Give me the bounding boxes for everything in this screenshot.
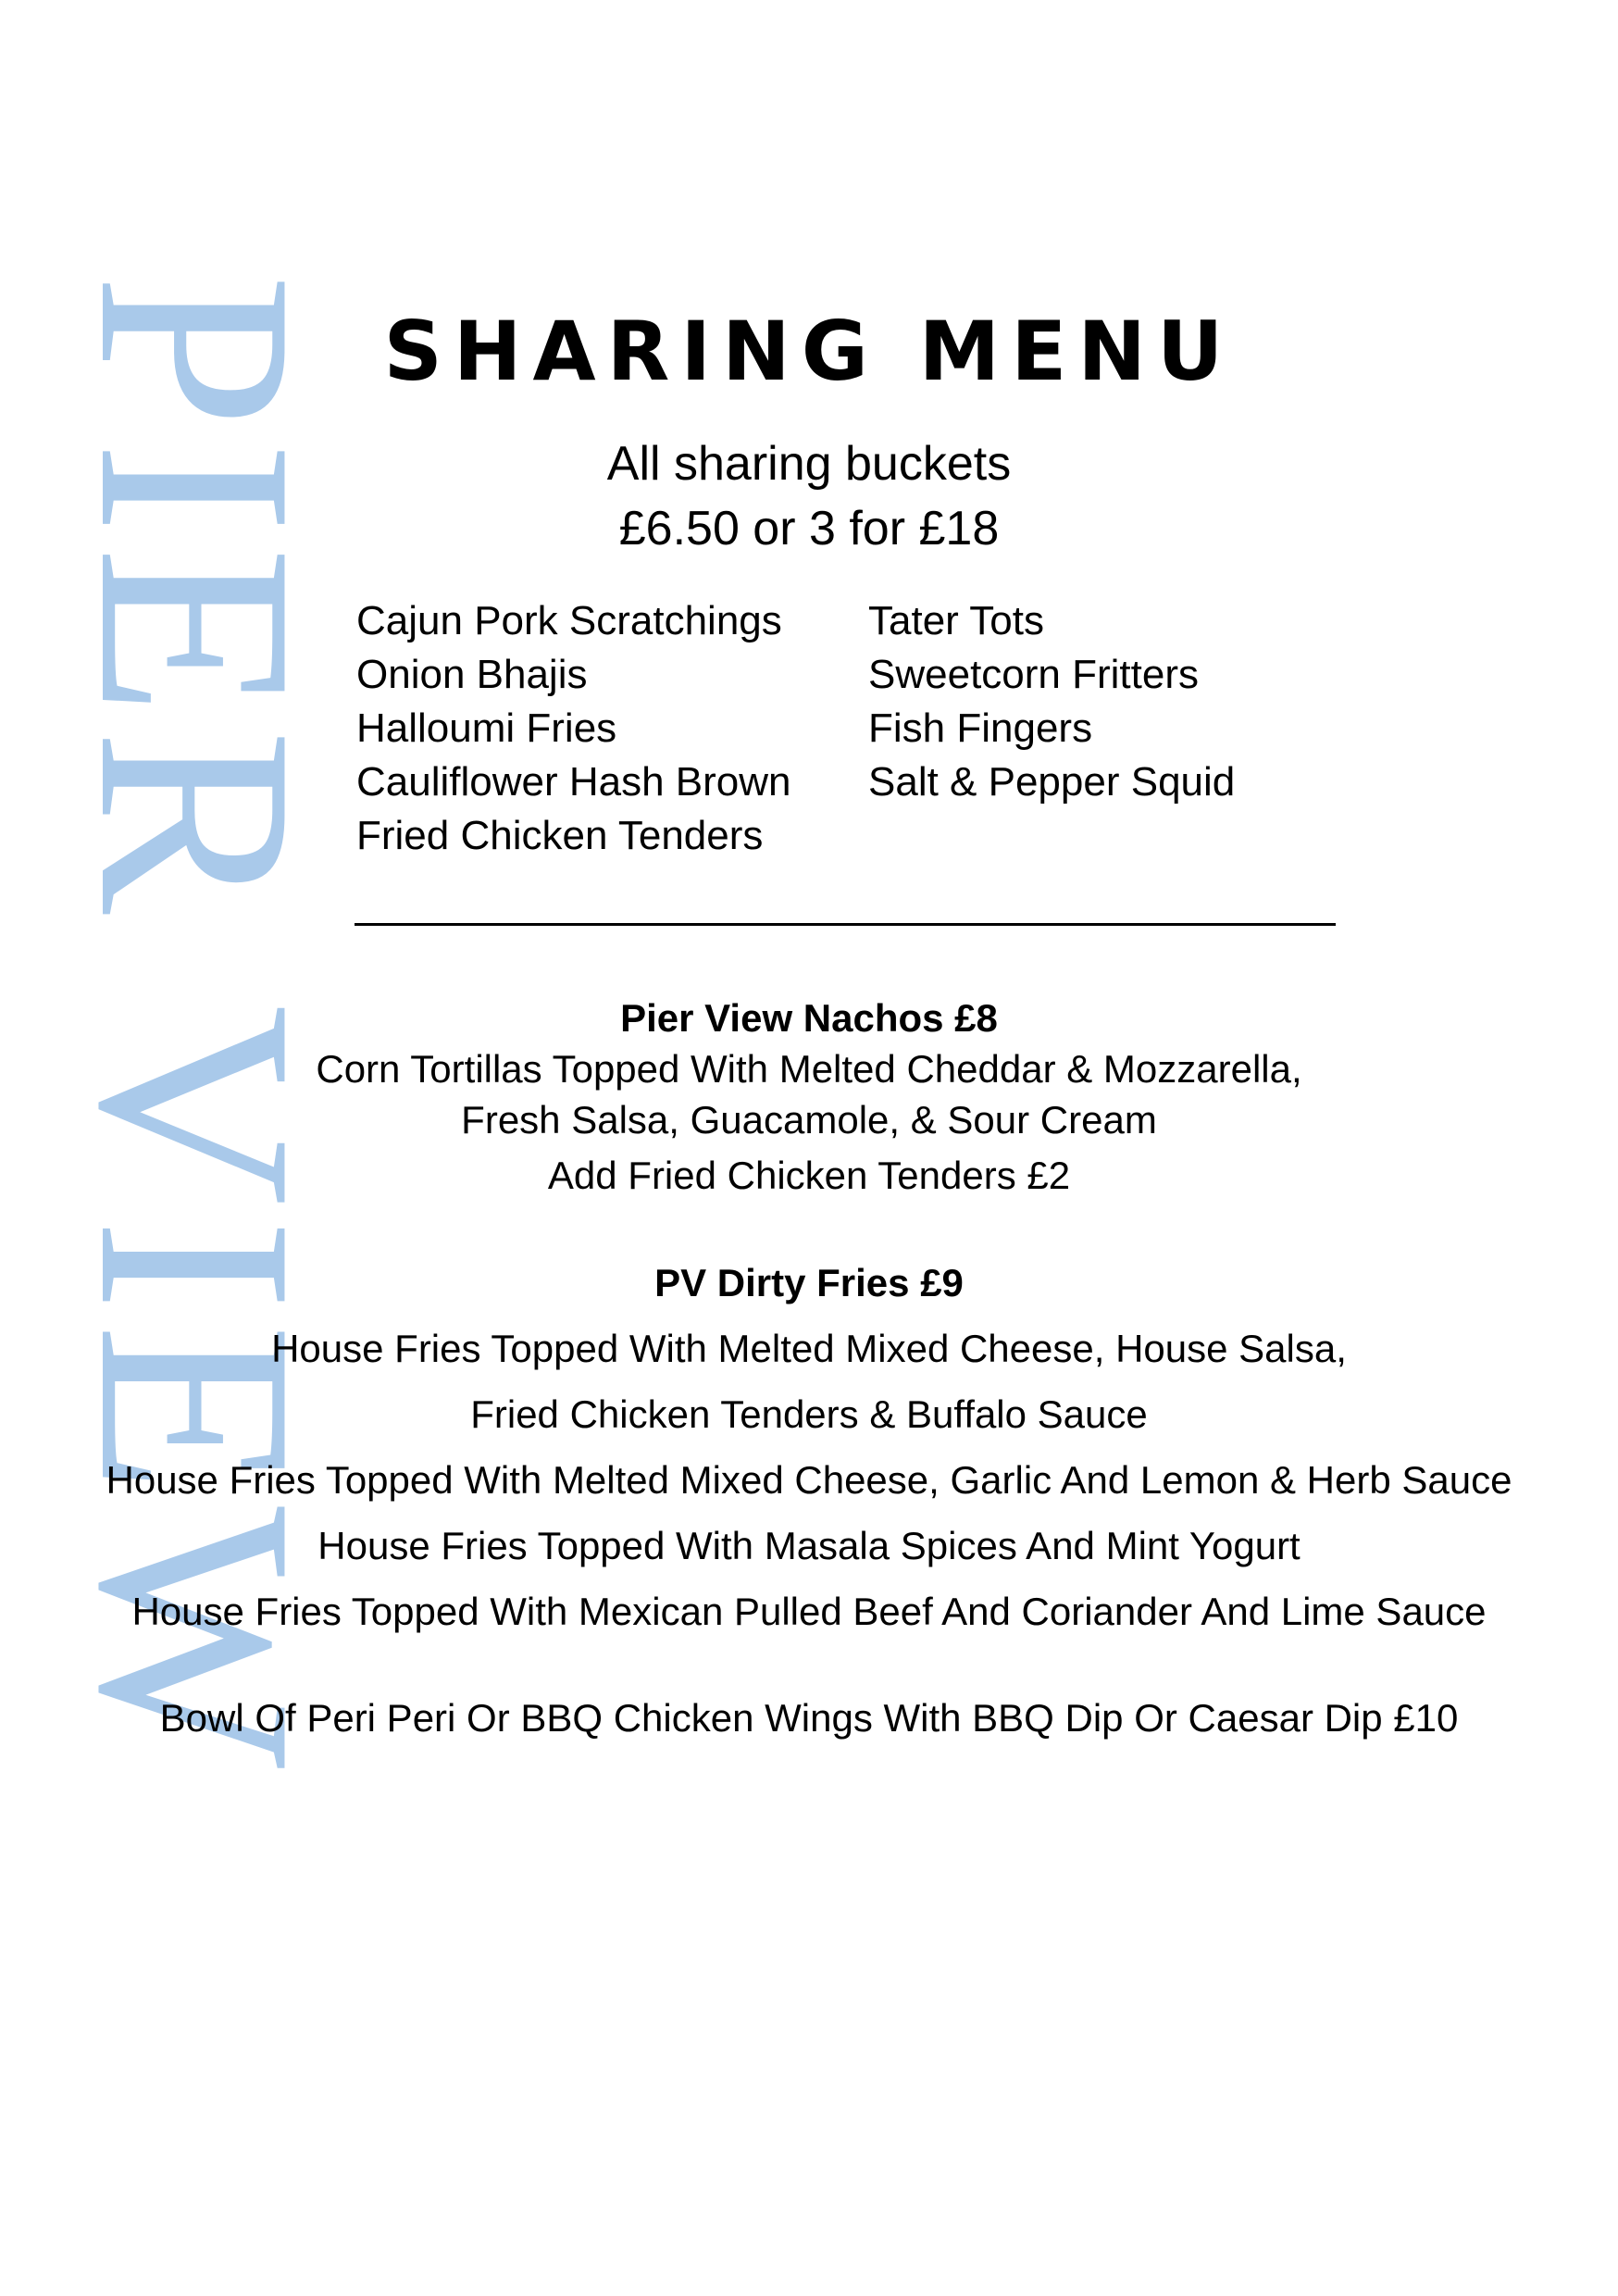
pier-view-watermark: PIER VIEW bbox=[43, 273, 350, 1782]
fries-option: House Fries Topped With Melted Mixed Cheese, House Salsa, bbox=[271, 1327, 1347, 1370]
fries-option: Fried Chicken Tenders & Buffalo Sauce bbox=[470, 1392, 1148, 1436]
list-item: Sweetcorn Fritters bbox=[868, 652, 1199, 697]
list-item: Fried Chicken Tenders bbox=[356, 813, 764, 858]
nachos-description: Fresh Salsa, Guacamole, & Sour Cream bbox=[461, 1098, 1157, 1142]
buckets-subtitle: All sharing buckets bbox=[606, 437, 1012, 491]
nachos-addon: Add Fried Chicken Tenders £2 bbox=[547, 1154, 1071, 1197]
list-item: Salt & Pepper Squid bbox=[868, 759, 1236, 805]
list-item: Cajun Pork Scratchings bbox=[356, 598, 782, 643]
page-title: SHARING MENU bbox=[383, 304, 1235, 399]
fries-option: House Fries Topped With Masala Spices And Mint Yogurt bbox=[317, 1524, 1301, 1567]
section-divider bbox=[355, 923, 1336, 926]
fries-option: House Fries Topped With Mexican Pulled Beef And Coriander And Lime Sauce bbox=[131, 1590, 1487, 1633]
wings-item: Bowl Of Peri Peri Or BBQ Chicken Wings With BBQ Dip Or Caesar Dip £10 bbox=[159, 1696, 1459, 1740]
fries-option: House Fries Topped With Melted Mixed Cheese, Garlic And Lemon & Herb Sauce bbox=[106, 1458, 1512, 1502]
list-item: Halloumi Fries bbox=[356, 705, 617, 751]
buckets-price: £6.50 or 3 for £18 bbox=[618, 502, 1000, 555]
list-item: Tater Tots bbox=[868, 598, 1044, 643]
fries-heading: PV Dirty Fries £9 bbox=[654, 1261, 964, 1304]
list-item: Cauliflower Hash Brown bbox=[356, 759, 791, 805]
nachos-heading: Pier View Nachos £8 bbox=[620, 996, 998, 1040]
nachos-description: Corn Tortillas Topped With Melted Cheddar & Mozzarella, bbox=[316, 1047, 1302, 1091]
buckets-list-right bbox=[868, 594, 1235, 809]
buckets-list-left bbox=[356, 594, 791, 863]
list-item: Onion Bhajis bbox=[356, 652, 588, 697]
list-item: Fish Fingers bbox=[868, 705, 1093, 751]
